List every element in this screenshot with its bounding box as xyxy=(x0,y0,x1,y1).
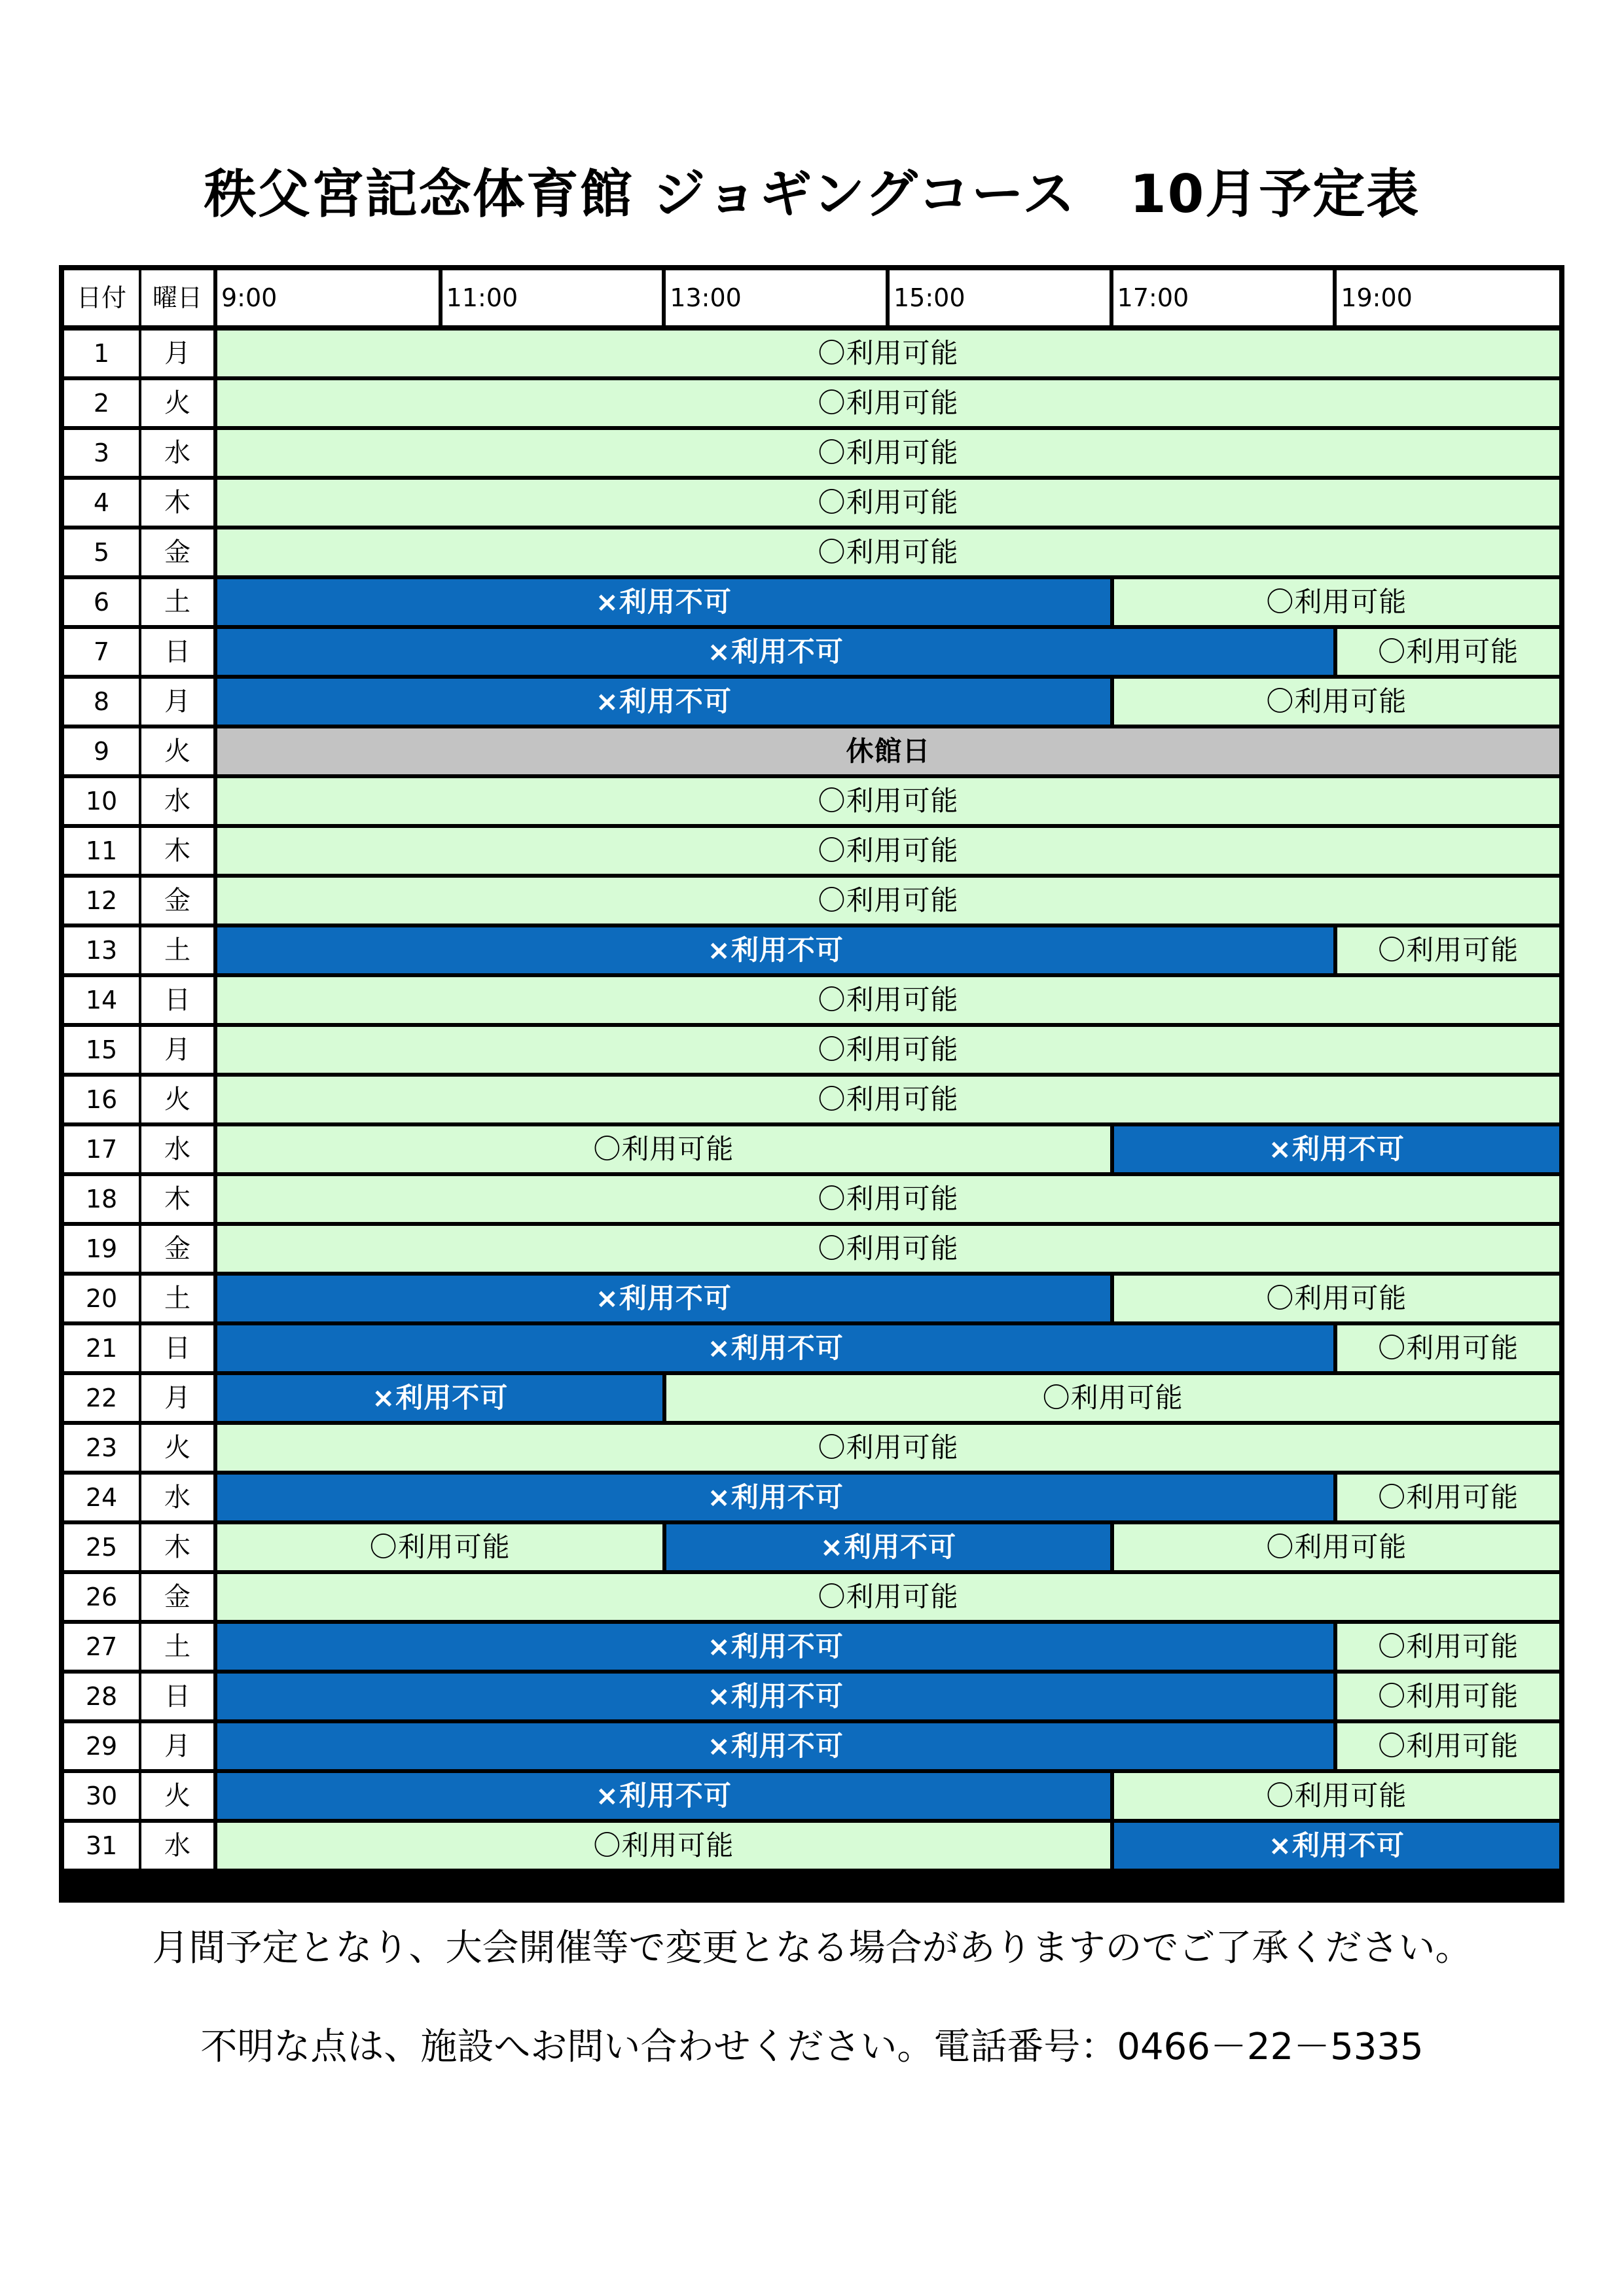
status-available: 〇利用可能 xyxy=(217,1823,1110,1869)
status-available: 〇利用可能 xyxy=(666,1375,1559,1421)
date-cell: 7 xyxy=(64,629,139,675)
status-available: 〇利用可能 xyxy=(217,1027,1559,1073)
date-cell: 1 xyxy=(64,331,139,376)
status-unavailable: ×利用不可 xyxy=(217,629,1333,675)
status-available: 〇利用可能 xyxy=(217,778,1559,824)
status-available: 〇利用可能 xyxy=(217,1524,662,1570)
weekday-cell: 月 xyxy=(141,1375,213,1421)
status-available: 〇利用可能 xyxy=(1114,1524,1559,1570)
status-unavailable: ×利用不可 xyxy=(217,1325,1333,1371)
date-cell: 21 xyxy=(64,1325,139,1371)
status-available: 〇利用可能 xyxy=(217,1126,1110,1172)
date-cell: 15 xyxy=(64,1027,139,1073)
date-cell: 3 xyxy=(64,430,139,476)
weekday-cell: 土 xyxy=(141,579,213,625)
status-available: 〇利用可能 xyxy=(217,1226,1559,1272)
date-cell: 20 xyxy=(64,1276,139,1321)
header-time-1300: 13:00 xyxy=(666,270,886,325)
weekday-cell: 火 xyxy=(141,728,213,774)
status-available: 〇利用可能 xyxy=(1337,1624,1559,1670)
schedule-table xyxy=(59,265,1564,1903)
status-available: 〇利用可能 xyxy=(217,1077,1559,1122)
status-unavailable: ×利用不可 xyxy=(666,1524,1110,1570)
date-cell: 8 xyxy=(64,679,139,725)
weekday-cell: 木 xyxy=(141,1524,213,1570)
status-available: 〇利用可能 xyxy=(217,1176,1559,1222)
weekday-cell: 月 xyxy=(141,679,213,725)
weekday-cell: 土 xyxy=(141,927,213,973)
date-cell: 18 xyxy=(64,1176,139,1222)
status-available: 〇利用可能 xyxy=(217,380,1559,426)
date-cell: 30 xyxy=(64,1773,139,1819)
header-time-900: 9:00 xyxy=(217,270,439,325)
header-time-1900: 19:00 xyxy=(1337,270,1559,325)
header-time-1100: 11:00 xyxy=(442,270,662,325)
status-available: 〇利用可能 xyxy=(217,878,1559,924)
date-cell: 31 xyxy=(64,1823,139,1869)
status-available: 〇利用可能 xyxy=(1114,1773,1559,1819)
status-unavailable: ×利用不可 xyxy=(217,679,1110,725)
date-cell: 9 xyxy=(64,728,139,774)
weekday-cell: 日 xyxy=(141,977,213,1023)
status-available: 〇利用可能 xyxy=(1337,629,1559,675)
status-closed: 休館日 xyxy=(217,728,1559,774)
date-cell: 10 xyxy=(64,778,139,824)
date-cell: 17 xyxy=(64,1126,139,1172)
status-unavailable: ×利用不可 xyxy=(1114,1126,1559,1172)
weekday-cell: 火 xyxy=(141,1773,213,1819)
header-weekday: 曜日 xyxy=(141,270,213,325)
weekday-cell: 木 xyxy=(141,480,213,526)
weekday-cell: 火 xyxy=(141,380,213,426)
weekday-cell: 月 xyxy=(141,331,213,376)
date-cell: 28 xyxy=(64,1674,139,1719)
weekday-cell: 金 xyxy=(141,878,213,924)
notice-schedule-change: 月間予定となり、大会開催等で変更となる場合がありますのでご了承ください。 xyxy=(152,1927,1472,1969)
weekday-cell: 水 xyxy=(141,778,213,824)
status-unavailable: ×利用不可 xyxy=(217,1624,1333,1670)
weekday-cell: 金 xyxy=(141,1226,213,1272)
date-cell: 5 xyxy=(64,529,139,575)
status-available: 〇利用可能 xyxy=(217,480,1559,526)
weekday-cell: 水 xyxy=(141,1823,213,1869)
status-unavailable: ×利用不可 xyxy=(217,1475,1333,1520)
date-cell: 19 xyxy=(64,1226,139,1272)
date-cell: 4 xyxy=(64,480,139,526)
weekday-cell: 水 xyxy=(141,1126,213,1172)
weekday-cell: 月 xyxy=(141,1027,213,1073)
status-available: 〇利用可能 xyxy=(1337,1723,1559,1769)
status-unavailable: ×利用不可 xyxy=(217,579,1110,625)
status-available: 〇利用可能 xyxy=(1114,579,1559,625)
header-time-1700: 17:00 xyxy=(1113,270,1333,325)
status-available: 〇利用可能 xyxy=(217,529,1559,575)
date-cell: 14 xyxy=(64,977,139,1023)
status-available: 〇利用可能 xyxy=(1337,1325,1559,1371)
date-cell: 25 xyxy=(64,1524,139,1570)
date-cell: 26 xyxy=(64,1574,139,1620)
date-cell: 6 xyxy=(64,579,139,625)
status-available: 〇利用可能 xyxy=(217,1574,1559,1620)
status-available: 〇利用可能 xyxy=(1337,927,1559,973)
date-cell: 13 xyxy=(64,927,139,973)
weekday-cell: 火 xyxy=(141,1425,213,1471)
weekday-cell: 木 xyxy=(141,828,213,874)
page-title: 秩父宮記念体育館 ジョギングコース 10月予定表 xyxy=(204,164,1420,224)
date-cell: 27 xyxy=(64,1624,139,1670)
status-available: 〇利用可能 xyxy=(217,331,1559,376)
date-cell: 12 xyxy=(64,878,139,924)
status-available: 〇利用可能 xyxy=(217,977,1559,1023)
date-cell: 11 xyxy=(64,828,139,874)
date-cell: 24 xyxy=(64,1475,139,1520)
weekday-cell: 火 xyxy=(141,1077,213,1122)
status-available: 〇利用可能 xyxy=(1114,679,1559,725)
weekday-cell: 日 xyxy=(141,1674,213,1719)
status-unavailable: ×利用不可 xyxy=(217,1723,1333,1769)
status-available: 〇利用可能 xyxy=(217,828,1559,874)
status-unavailable: ×利用不可 xyxy=(217,927,1333,973)
weekday-cell: 日 xyxy=(141,1325,213,1371)
date-cell: 23 xyxy=(64,1425,139,1471)
status-unavailable: ×利用不可 xyxy=(217,1674,1333,1719)
weekday-cell: 水 xyxy=(141,430,213,476)
weekday-cell: 木 xyxy=(141,1176,213,1222)
weekday-cell: 金 xyxy=(141,529,213,575)
status-available: 〇利用可能 xyxy=(1337,1674,1559,1719)
status-available: 〇利用可能 xyxy=(1337,1475,1559,1520)
status-available: 〇利用可能 xyxy=(217,430,1559,476)
status-available: 〇利用可能 xyxy=(217,1425,1559,1471)
weekday-cell: 水 xyxy=(141,1475,213,1520)
status-unavailable: ×利用不可 xyxy=(217,1276,1110,1321)
notice-contact-phone: 不明な点は、施設へお問い合わせください。電話番号：0466－22－5335 xyxy=(200,2026,1424,2068)
date-cell: 16 xyxy=(64,1077,139,1122)
weekday-cell: 月 xyxy=(141,1723,213,1769)
date-cell: 2 xyxy=(64,380,139,426)
date-cell: 29 xyxy=(64,1723,139,1769)
status-available: 〇利用可能 xyxy=(1114,1276,1559,1321)
weekday-cell: 土 xyxy=(141,1624,213,1670)
weekday-cell: 日 xyxy=(141,629,213,675)
status-unavailable: ×利用不可 xyxy=(1114,1823,1559,1869)
date-cell: 22 xyxy=(64,1375,139,1421)
weekday-cell: 金 xyxy=(141,1574,213,1620)
status-unavailable: ×利用不可 xyxy=(217,1773,1110,1819)
weekday-cell: 土 xyxy=(141,1276,213,1321)
header-date: 日付 xyxy=(64,270,139,325)
status-unavailable: ×利用不可 xyxy=(217,1375,662,1421)
header-time-1500: 15:00 xyxy=(890,270,1110,325)
